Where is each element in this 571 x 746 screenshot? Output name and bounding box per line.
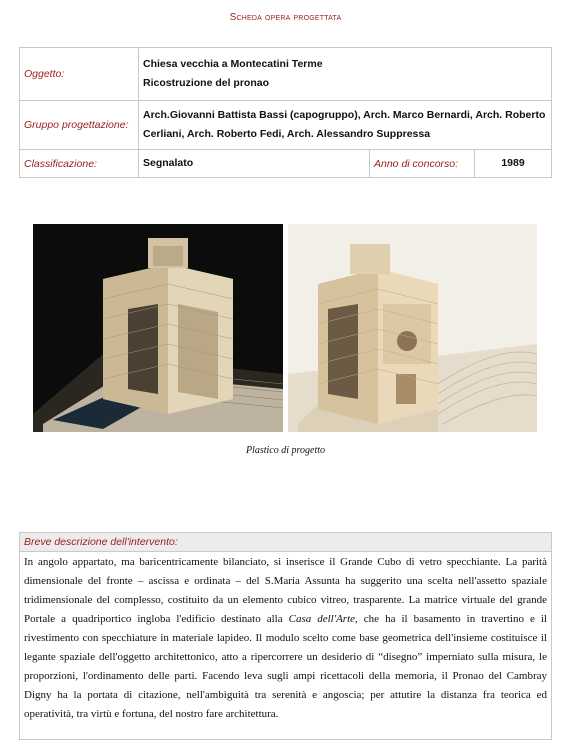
oggetto-value: [139, 48, 552, 101]
oggetto-label: Oggetto:: [20, 48, 139, 101]
row-oggetto: [20, 48, 552, 101]
model-photo-light: [288, 224, 537, 432]
anno-label: Anno di concorso:: [370, 150, 475, 178]
model-photo-light-image: [288, 224, 537, 432]
gruppo-label: Gruppo progettazione:: [20, 101, 139, 150]
description-text-part2: , che ha il basamento in travertino e il rivestimento con specchiature in materiale lapideo. Il modulo scelto come base geometrica dell'insieme costituisce il legante spaziale dell'oggetto architettonico, atto a ripercorrere un desiderio di “disegno” imperniato sulla misura, le proporzioni, l'ordinamento delle parti. Facendo leva sugli ampi ricettacoli della memoria, il Pronao del Cambray Digny ha la portata di citazione, nell'ambiguità tra serenità e angoscia; per attutire la distanza fra teorica ed operatività, tra virtù e fortuna, del nostro fare architettura.: [24, 613, 547, 720]
row-classificazione: [20, 150, 552, 178]
description-heading: Breve descrizione dell'intervento:: [20, 533, 551, 552]
gruppo-value: Arch.Giovanni Battista Bassi (capogruppo), Arch. Marco Bernardi, Arch. Roberto Cerliani, Arch. Roberto Fedi, Arch. Alessandro Suppressa: [139, 101, 552, 150]
classificazione-label: Classificazione:: [20, 150, 139, 178]
anno-value: 1989: [475, 150, 552, 178]
oggetto-line2: Ricostruzione del pronao: [143, 77, 270, 89]
oggetto-line1: Chiesa vecchia a Montecatini Terme: [143, 58, 323, 70]
project-info-table: [19, 47, 552, 178]
model-photo-dark-image: [33, 224, 283, 432]
row-gruppo: [20, 101, 552, 150]
description-text-part1: In angolo appartato, ma baricentricamente bilanciato, si inserisce il Grande Cubo di vetro specchiante. La parità dimensionale del fronte – ascissa e ordinata – del S.Maria Assunta ha suggerito una scelta nell'assetto spaziale tridimensionale del complesso, costituito da un elemento cubico vitreo, trasparente. La matrice virtuale del grande Portale a quadriportico ingloba l'edificio destinato alla: [24, 556, 547, 625]
model-photo-dark: [33, 224, 283, 432]
description-box: [19, 532, 552, 740]
classificazione-value: Segnalato: [139, 150, 370, 178]
figure-caption: Plastico di progetto: [245, 445, 326, 456]
page-title: Scheda opera progettata: [229, 12, 342, 23]
description-text-emphasis: Casa dell'Arte: [288, 613, 356, 625]
description-text: [20, 552, 551, 724]
